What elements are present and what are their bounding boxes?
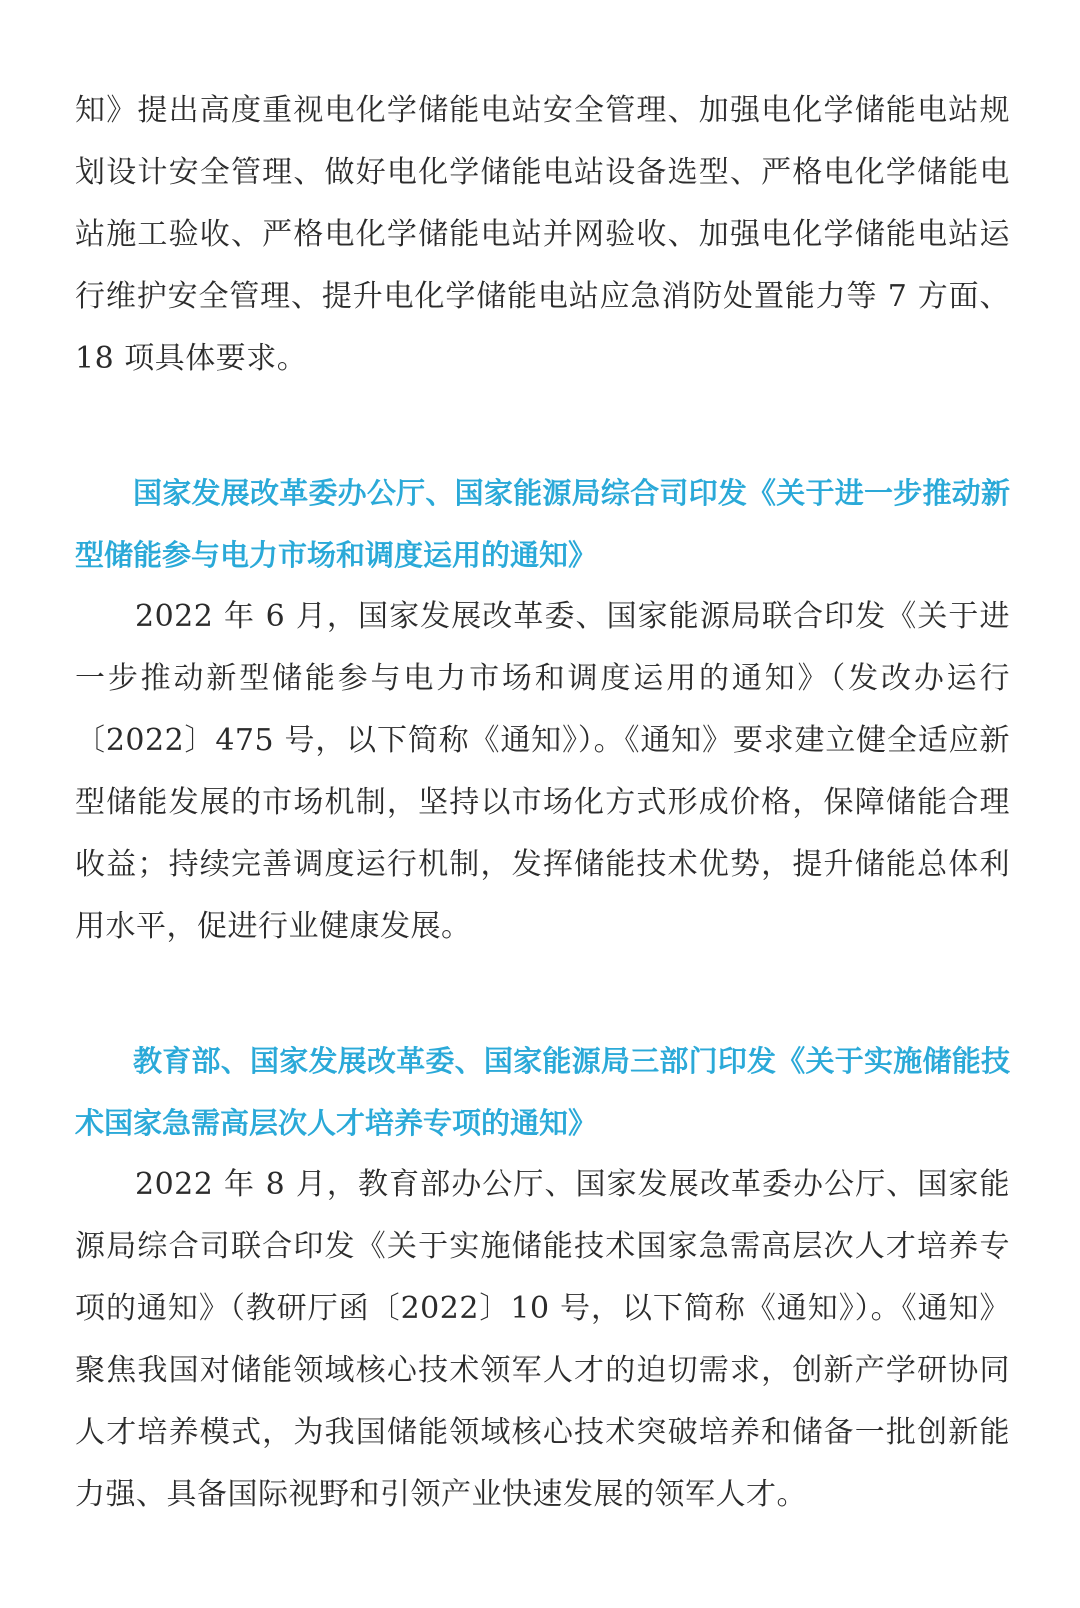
section-spacer <box>75 390 1010 462</box>
section-body-talent-program: 2022 年 8 月，教育部办公厅、国家发展改革委办公厅、国家能源局综合司联合印发《关于实施储能技术国家急需高层次人才培养专项的通知》（教研厅函〔2022〕10 号，以下简称《通知》）。《通知》聚焦我国对储能领域核心技术领军人才的迫切需求，创新产学研协同人才培养模式，为我国储能领域核心技术突破培养和储备一批创新能力强、具备国际视野和引领产业快速发展的领军人才。 <box>75 1167 1010 1512</box>
section-heading-talent-program: 教育部、国家发展改革委、国家能源局三部门印发《关于实施储能技术国家急需高层次人才培养专项的通知》 <box>75 1044 1010 1140</box>
document-page <box>75 80 1010 1526</box>
section-spacer <box>75 958 1010 1030</box>
section-heading-market-dispatch: 国家发展改革委办公厅、国家能源局综合司印发《关于进一步推动新型储能参与电力市场和调度运用的通知》 <box>75 476 1010 572</box>
section-body-market-dispatch: 2022 年 6 月，国家发展改革委、国家能源局联合印发《关于进一步推动新型储能参与电力市场和调度运用的通知》（发改办运行〔2022〕475 号，以下简称《通知》）。《通知》要求建立健全适应新型储能发展的市场机制，坚持以市场化方式形成价格，保障储能合理收益；持续完善调度运行机制，发挥储能技术优势，提升储能总体利用水平，促进行业健康发展。 <box>75 599 1010 944</box>
continuation-paragraph: 知》提出高度重视电化学储能电站安全管理、加强电化学储能电站规划设计安全管理、做好电化学储能电站设备选型、严格电化学储能电站施工验收、严格电化学储能电站并网验收、加强电化学储能电站运行维护安全管理、提升电化学储能电站应急消防处置能力等 7 方面、18 项具体要求。 <box>75 93 1010 376</box>
